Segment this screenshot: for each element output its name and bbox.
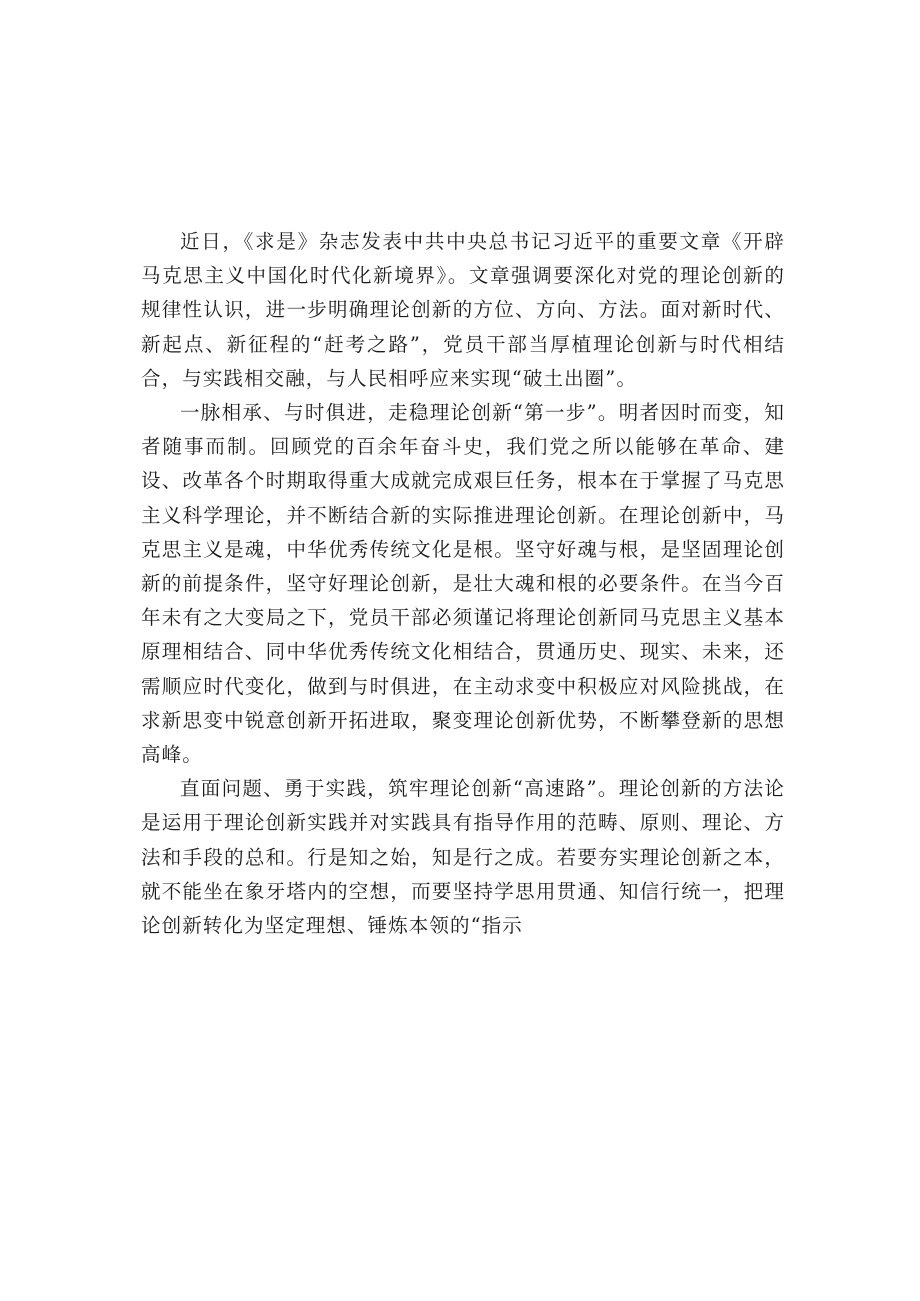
paragraph-intro: 近日，《求是》杂志发表中共中央总书记习近平的重要文章《开辟马克思主义中国化时代化新境界》。文章强调要深化对党的理论创新的规律性认识，进一步明确理论创新的方位、方向、方法。面对新时代、新起点、新征程的“赶考之路”，党员干部当厚植理论创新与时代相结合，与实践相交融，与人民相呼应来实现“破土出圈”。 xyxy=(141,230,785,390)
article-body xyxy=(141,225,785,943)
paragraph-first-step: 一脉相承、与时俱进，走稳理论创新“第一步”。明者因时而变，知者随事而制。回顾党的百余年奋斗史，我们党之所以能够在革命、建设、改革各个时期取得重大成就完成艰巨任务，根本在于掌握了马克思主义科学理论，并不断结合新的实际推进理论创新。在理论创新中，马克思主义是魂，中华优秀传统文化是根。坚守好魂与根，是坚固理论创新的前提条件，坚守好理论创新，是壮大魂和根的必要条件。在当今百年未有之大变局之下，党员干部必须谨记将理论创新同马克思主义基本原理相结合、同中华优秀传统文化相结合，贯通历史、现实、未来，还需顺应时代变化，做到与时俱进，在主动求变中积极应对风险挑战，在求新思变中锐意创新开拓进取，聚变理论创新优势，不断攀登新的思想高峰。 xyxy=(141,401,785,767)
paragraph-highway: 直面问题、勇于实践，筑牢理论创新“高速路”。理论创新的方法论是运用于理论创新实践并对实践具有指导作用的范畴、原则、理论、方法和手段的总和。行是知之始，知是行之成。若要夯实理论创新之本，就不能坐在象牙塔内的空想，而要坚持学思用贯通、知信行统一，把理论创新转化为坚定理想、锤炼本领的“指示 xyxy=(141,777,785,938)
